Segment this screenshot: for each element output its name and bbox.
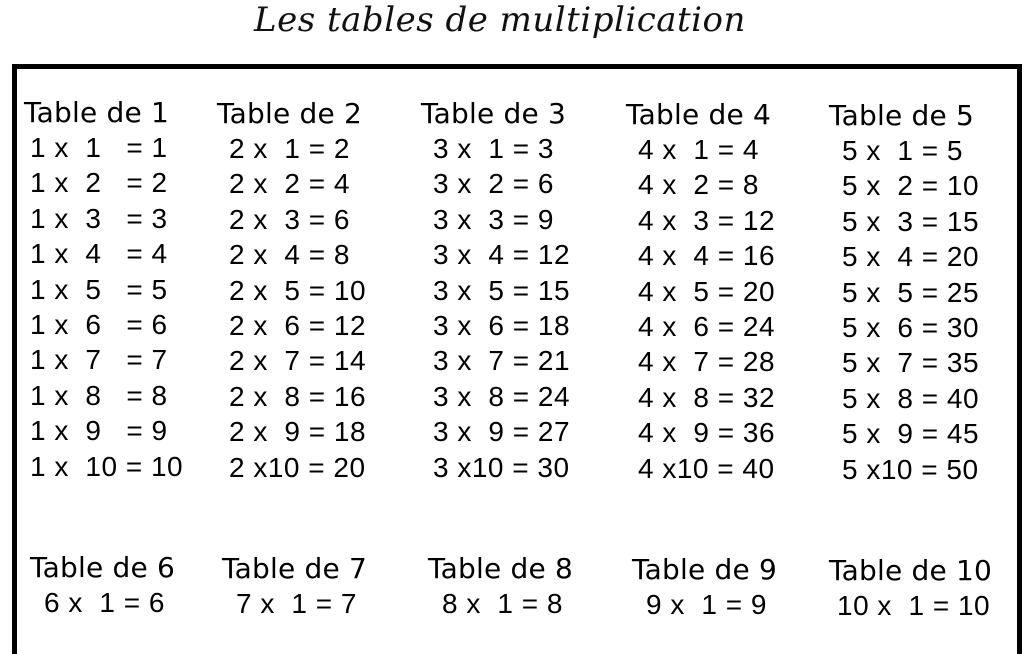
table-row: 1 x 3 = 3 <box>30 202 168 234</box>
table-row: 3 x 2 = 6 <box>433 168 554 200</box>
table-row: 5 x 6 = 30 <box>842 312 980 344</box>
table-row: 4 x 8 = 32 <box>638 381 776 413</box>
table-rows <box>632 587 822 622</box>
table-row: 2 x 3 = 6 <box>229 203 350 235</box>
table-row: 3 x 7 = 21 <box>433 345 571 377</box>
table-row: 6 x 1 = 6 <box>44 587 165 618</box>
page-title: Les tables de multiplication <box>254 0 746 40</box>
table-row: 5 x 1 = 5 <box>842 135 963 166</box>
table-row: 3 x 5 = 15 <box>433 274 571 306</box>
table-row: 5 x 8 = 40 <box>842 382 980 414</box>
table-rows <box>217 131 407 485</box>
table-rows <box>829 588 1019 623</box>
table-row: 3 x 4 = 12 <box>433 239 571 271</box>
table-row: 4 x 1 = 4 <box>638 134 759 165</box>
table-row: 4 x 3 = 12 <box>638 204 776 236</box>
table-row: 4 x10 = 40 <box>638 452 775 484</box>
table-rows <box>829 133 1019 487</box>
table-row: 2 x10 = 20 <box>229 451 366 483</box>
table-row: 2 x 2 = 4 <box>229 168 350 200</box>
table-rows <box>24 130 214 484</box>
table-heading: Table de 4 <box>626 98 772 131</box>
table-5 <box>829 99 1019 487</box>
table-row: 2 x 9 = 18 <box>229 416 367 448</box>
table-row: 4 x 5 = 20 <box>638 275 776 307</box>
table-row: 5 x 9 = 45 <box>842 418 980 450</box>
table-heading: Table de 5 <box>829 99 975 132</box>
table-4 <box>626 98 816 486</box>
table-row: 2 x 5 = 10 <box>229 274 367 306</box>
table-1 <box>24 96 214 484</box>
table-heading: Table de 9 <box>632 553 778 586</box>
table-row: 4 x 2 = 8 <box>638 169 759 201</box>
table-row: 4 x 6 = 24 <box>638 311 776 343</box>
table-row: 2 x 8 = 16 <box>229 380 367 412</box>
table-3 <box>421 97 611 485</box>
table-row: 4 x 7 = 28 <box>638 346 776 378</box>
table-row: 10 x 1 = 10 <box>837 590 991 621</box>
table-row: 5 x 7 = 35 <box>842 347 980 379</box>
table-row: 1 x 6 = 6 <box>30 309 168 341</box>
table-row: 1 x 7 = 7 <box>30 344 168 376</box>
table-row: 2 x 6 = 12 <box>229 310 367 342</box>
table-row: 1 x 8 = 8 <box>30 379 168 411</box>
table-heading: Table de 6 <box>30 551 176 584</box>
table-row: 2 x 4 = 8 <box>229 239 350 271</box>
table-9 <box>632 553 822 622</box>
table-row: 7 x 1 = 7 <box>236 588 357 619</box>
table-row: 1 x 4 = 4 <box>30 238 168 270</box>
table-heading: Table de 2 <box>217 97 363 130</box>
table-row: 3 x 8 = 24 <box>433 380 571 412</box>
table-row: 5 x 5 = 25 <box>842 276 980 308</box>
table-row: 1 x 1 = 1 <box>30 132 168 163</box>
table-row: 1 x 9 = 9 <box>30 415 168 447</box>
table-row: 2 x 7 = 14 <box>229 345 367 377</box>
table-row: 3 x 1 = 3 <box>433 133 554 164</box>
table-row: 4 x 4 = 16 <box>638 240 776 272</box>
table-row: 3 x 9 = 27 <box>433 416 571 448</box>
table-row: 3 x10 = 30 <box>433 451 570 483</box>
table-row: 5 x 4 = 20 <box>842 241 980 273</box>
table-row: 3 x 3 = 9 <box>433 203 554 235</box>
table-row: 1 x 5 = 5 <box>30 273 168 305</box>
table-6 <box>30 551 220 620</box>
table-8 <box>428 552 618 621</box>
table-heading: Table de 1 <box>24 96 170 129</box>
table-row: 8 x 1 = 8 <box>442 588 563 619</box>
table-row: 1 x 10 = 10 <box>30 450 184 482</box>
table-10 <box>829 554 1019 623</box>
table-row: 2 x 1 = 2 <box>229 133 350 164</box>
table-rows <box>222 586 412 621</box>
table-heading: Table de 10 <box>829 554 993 587</box>
table-rows <box>30 585 220 620</box>
table-rows <box>421 131 611 485</box>
table-row: 5 x 2 = 10 <box>842 170 980 202</box>
table-heading: Table de 3 <box>421 97 567 130</box>
table-row: 5 x10 = 50 <box>842 453 979 485</box>
table-row: 9 x 1 = 9 <box>646 589 767 620</box>
table-2 <box>217 97 407 485</box>
table-row: 4 x 9 = 36 <box>638 417 776 449</box>
table-heading: Table de 7 <box>222 552 368 585</box>
table-7 <box>222 552 412 621</box>
table-row: 1 x 2 = 2 <box>30 167 168 199</box>
table-rows <box>428 586 618 621</box>
table-rows <box>626 132 816 486</box>
table-row: 5 x 3 = 15 <box>842 205 980 237</box>
table-row: 3 x 6 = 18 <box>433 310 571 342</box>
table-heading: Table de 8 <box>428 552 574 585</box>
